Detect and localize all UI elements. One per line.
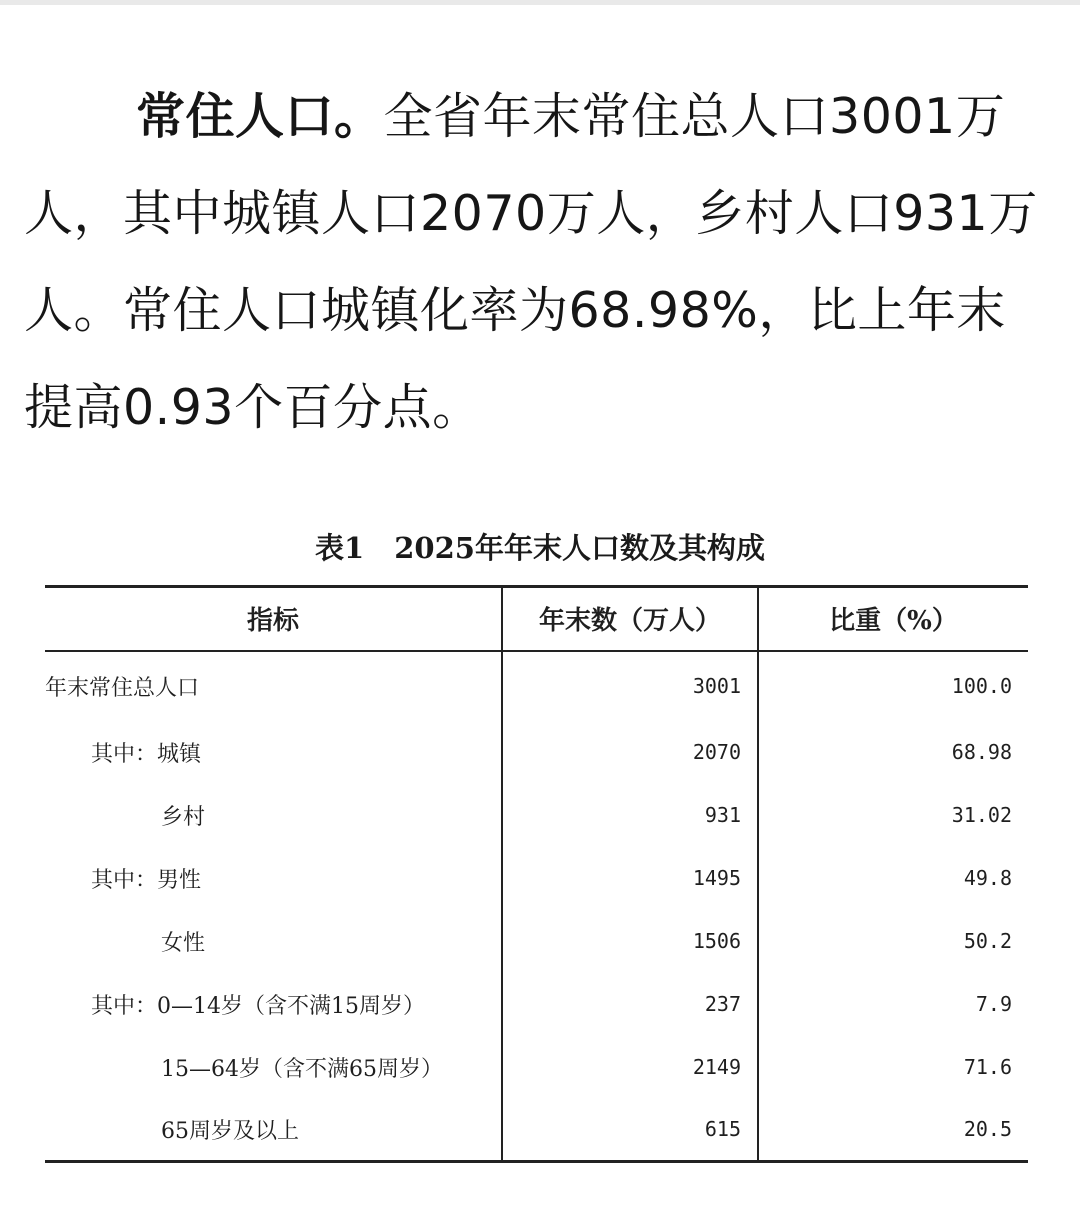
- population-table: [45, 585, 1028, 1163]
- table-row: [45, 847, 1028, 910]
- table-caption-title: 2025年年末人口数及其构成: [394, 531, 765, 565]
- row-value: 3001: [502, 651, 758, 721]
- row-share: 71.6: [758, 1036, 1028, 1099]
- table-caption-number: 表1: [315, 531, 365, 565]
- row-label: 年末常住总人口: [45, 675, 200, 701]
- table-header-row: [45, 587, 1028, 651]
- row-share: 49.8: [758, 847, 1028, 910]
- row-label: 女性: [161, 930, 206, 956]
- row-share: 20.5: [758, 1099, 1028, 1162]
- row-share: 100.0: [758, 651, 1028, 721]
- row-label: 其中：城镇: [91, 741, 202, 767]
- table-row: [45, 1099, 1028, 1162]
- row-value: 2070: [502, 721, 758, 784]
- population-paragraph: [24, 68, 1054, 456]
- row-share: 50.2: [758, 910, 1028, 973]
- row-label: 15—64岁（含不满65周岁）: [161, 1056, 443, 1082]
- row-label: 其中：男性: [91, 867, 202, 893]
- top-edge-strip: [0, 0, 1080, 5]
- row-label: 65周岁及以上: [45, 1099, 502, 1162]
- paragraph-text: 全省年末常住总人口3001万人，其中城镇人口2070万人，乡村人口931万人。常住人口城镇化率为68.98%，比上年末提高0.93个百分点。: [24, 88, 1038, 436]
- header-share: 比重（%）: [758, 587, 1028, 651]
- row-value: 1495: [502, 847, 758, 910]
- row-share: 7.9: [758, 973, 1028, 1036]
- row-share: 68.98: [758, 721, 1028, 784]
- row-value: 2149: [502, 1036, 758, 1099]
- table-row: [45, 910, 1028, 973]
- table-row: [45, 721, 1028, 784]
- row-value: 931: [502, 784, 758, 847]
- header-indicator: 指标: [45, 587, 502, 651]
- header-year-end-count: 年末数（万人）: [502, 587, 758, 651]
- paragraph-lead: 常住人口。: [136, 88, 384, 145]
- row-label: 其中：0—14岁（含不满15周岁）: [91, 993, 425, 1019]
- row-value: 237: [502, 973, 758, 1036]
- table-row: [45, 1036, 1028, 1099]
- table-row: [45, 973, 1028, 1036]
- table-caption: [0, 526, 1080, 567]
- table-row: [45, 651, 1028, 721]
- row-label: 乡村: [161, 804, 206, 830]
- row-value: 1506: [502, 910, 758, 973]
- row-share: 31.02: [758, 784, 1028, 847]
- row-value: 615: [502, 1099, 758, 1162]
- table-row: [45, 784, 1028, 847]
